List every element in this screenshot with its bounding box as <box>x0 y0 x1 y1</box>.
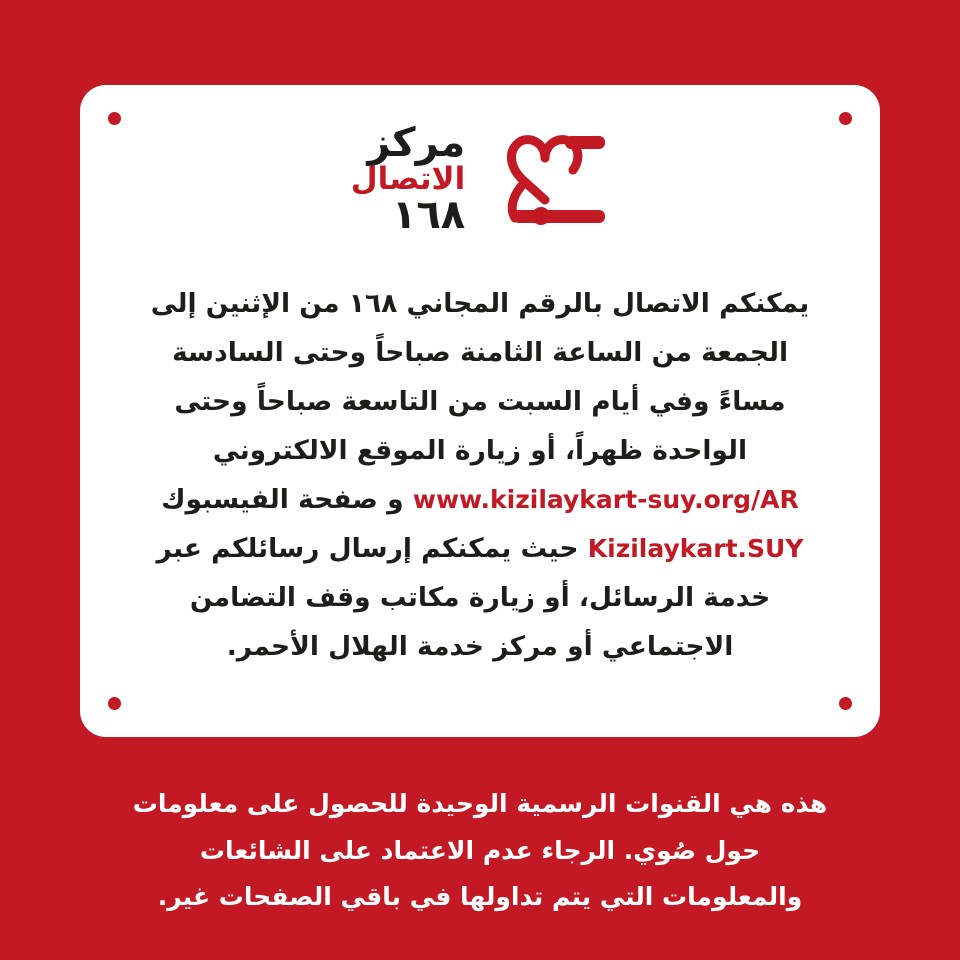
logo-line-2: الاتصال <box>350 160 466 197</box>
corner-dot-bottom-right <box>839 697 852 710</box>
heart-phone-handset-icon <box>479 124 609 236</box>
facebook-page-handle[interactable]: Kizilaykart.SUY <box>587 533 804 563</box>
instructions-part-2: و صفحة الفيسبوك <box>161 483 404 515</box>
logo-text-block <box>350 120 466 239</box>
corner-dot-bottom-left <box>108 697 121 710</box>
corner-dot-top-left <box>108 112 121 125</box>
corner-dot-top-right <box>839 112 852 125</box>
instructions-part-1: يمكنكم الاتصال بالرقم المجاني ١٦٨ من الإثنين إلى الجمعة من الساعة الثامنة صباحاً وحتى السادسة مساءً وفي أيام السبت من التاسعة صباحاً وحتى الواحدة ظهراً، أو زيارة الموقع الالكتروني <box>150 287 810 466</box>
instructions-part-3: حيث يمكنكم إرسال رسائلكم عبر خدمة الرسائل، أو زيارة مكاتب وقف التضامن الاجتماعي أو مركز خدمة الهلال الأحمر. <box>156 532 771 662</box>
logo-line-3: ١٦٨ <box>391 192 466 239</box>
contact-instructions <box>150 279 810 671</box>
official-channels-note: هذه هي القنوات الرسمية الوحيدة للحصول على معلومات حول صُوي. الرجاء عدم الاعتماد على الشائعات والمعلومات التي يتم تداولها في باقي الصفحات غير. <box>132 789 828 911</box>
logo-line-1: مركز <box>367 120 466 166</box>
website-url[interactable]: www.kizilaykart-suy.org/AR <box>412 484 799 514</box>
call-center-logo <box>350 120 609 239</box>
info-card <box>80 85 880 737</box>
